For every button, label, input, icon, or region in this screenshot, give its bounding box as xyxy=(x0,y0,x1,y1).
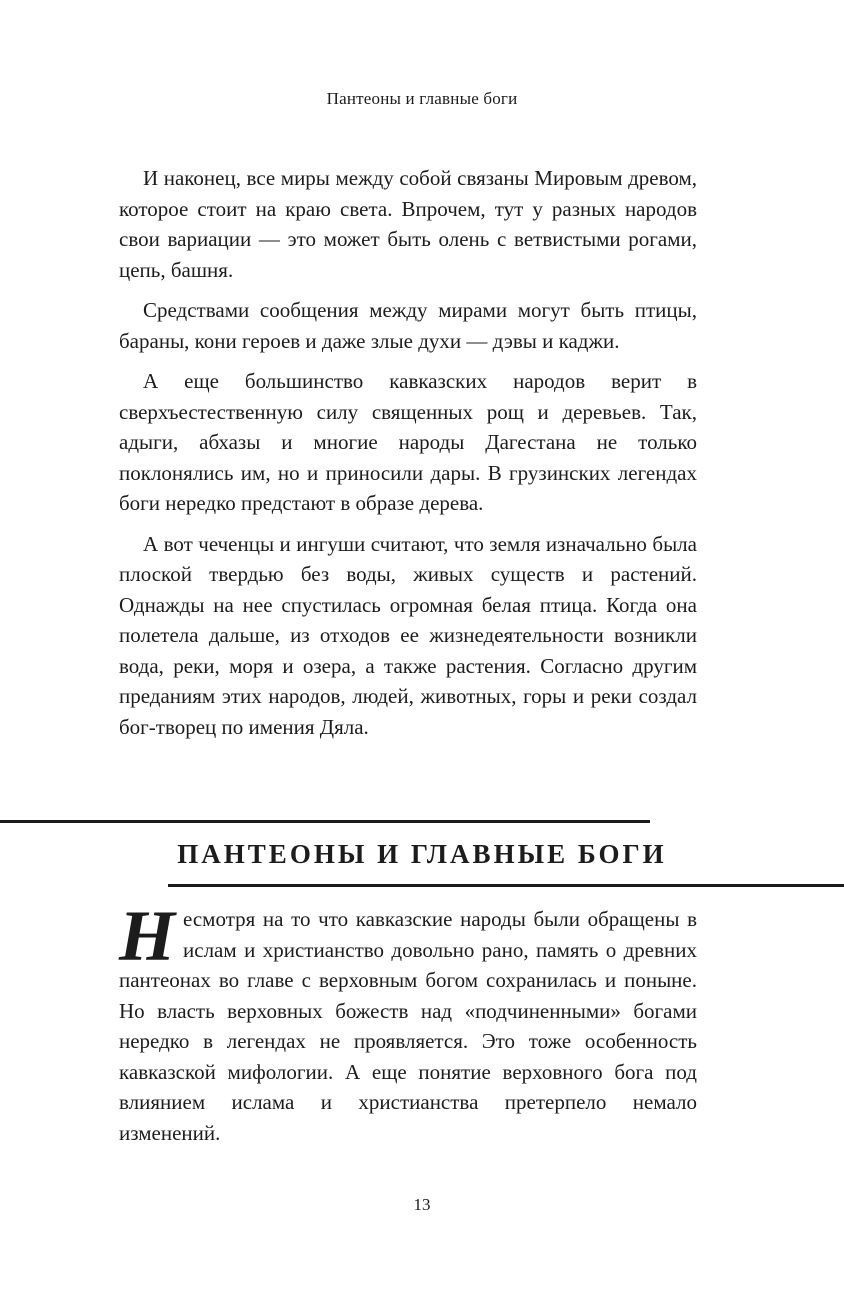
section-text xyxy=(119,896,697,1148)
intro-text xyxy=(119,163,697,752)
drop-cap: Н xyxy=(119,896,176,976)
section-heading: ПАНТЕОНЫ И ГЛАВНЫЕ БОГИ xyxy=(177,839,667,869)
section-paragraph-text: есмотря на то что кавказские народы были обращены в ислам и христианство довольно рано, память о древних пантеонах во главе с верховным богом сохранилась и поныне. Но власть верховных божеств над «подчиненными» богами нередко в легендах не проявляется. Это тоже особенность кавказской мифологии. А еще понятие верховного бога под влиянием ислама и христианства претерпело немало изменений. xyxy=(119,907,697,1145)
heading-rule-top xyxy=(0,820,650,823)
heading-rule-bottom xyxy=(168,884,844,887)
body-paragraph: Средствами сообщения между мирами могут быть птицы, бараны, кони героев и даже злые духи — дэвы и каджи. xyxy=(119,298,697,353)
section-paragraph xyxy=(119,896,697,1148)
page-number: 13 xyxy=(413,1195,431,1214)
body-paragraph: А вот чеченцы и ингуши считают, что земля изначально была плоской твердью без воды, живых существ и растений. Однажды на нее спустилась огромная белая птица. Когда она полетела дальше, из отходов ее жизнедеятельности возникли вода, реки, моря и озера, а также растения. Согласно другим преданиям этих народов, людей, животных, горы и реки создал бог-творец по имения Дяла. xyxy=(119,531,697,739)
running-header: Пантеоны и главные боги xyxy=(326,89,518,108)
body-paragraph: А еще большинство кавказских народов верит в сверхъестественную силу священных рощ и деревьев. Так, адыги, абхазы и многие народы Дагестана не только поклонялись им, но и приносили дары. В грузинских легендах боги нередко предстают в образе дерева. xyxy=(119,369,697,515)
body-paragraph: И наконец, все миры между собой связаны Мировым древом, которое стоит на краю света. Впрочем, тут у разных народов свои вариации — это может быть олень с ветвистыми рогами, цепь, башня. xyxy=(119,166,697,282)
